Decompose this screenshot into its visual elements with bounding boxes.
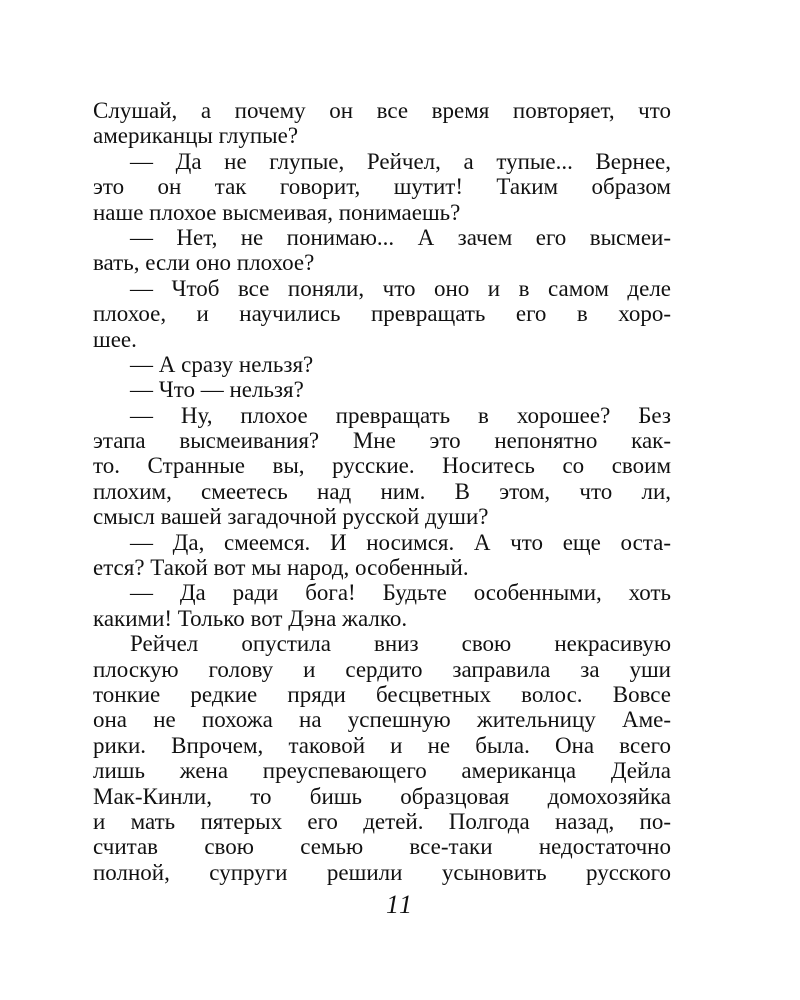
text-line: это он так говорит, шутит! Таким образом xyxy=(93,174,671,200)
text-line: плоскую голову и сердито заправила за уши xyxy=(93,656,671,682)
text-line: шее. xyxy=(93,326,137,352)
text-line: плохое, и научились превращать его в хоро- xyxy=(93,301,671,327)
text-line: и мать пятерых его детей. Полгода назад, по- xyxy=(93,808,671,834)
text-line: — Да ради бога! Будьте особенными, хоть xyxy=(130,580,671,606)
text-line: плохим, смеетесь над ним. В этом, что ли, xyxy=(93,478,671,504)
text-line: Мак-Кинли, то бишь образцовая домохозяйка xyxy=(93,783,671,809)
text-line: смысл вашей загадочной русской души? xyxy=(93,504,489,530)
page-number: 11 xyxy=(385,890,415,919)
text-line: наше плохое высмеивая, понимаешь? xyxy=(93,199,461,225)
text-line: — Чтоб все поняли, что оно и в самом деле xyxy=(130,275,671,301)
text-line: Слушай, а почему он все время повторяет, что xyxy=(93,98,671,123)
text-line: — Что — нельзя? xyxy=(130,377,304,403)
text-line: — А сразу нельзя? xyxy=(130,351,314,377)
text-line: ется? Такой вот мы народ, особенный. xyxy=(93,555,469,581)
text-line: этапа высмеивания? Мне это непонятно как- xyxy=(93,428,671,454)
text-line: какими! Только вот Дэна жалко. xyxy=(93,605,408,631)
text-line: лишь жена преуспевающего американца Дейла xyxy=(93,758,671,784)
text-line: тонкие редкие пряди бесцветных волос. Вовсе xyxy=(93,681,671,707)
text-line: — Да не глупые, Рейчел, а тупые... Вернее, xyxy=(130,148,671,174)
text-line: — Да, смеемся. И носимся. А что еще оста- xyxy=(130,529,671,555)
text-line: то. Странные вы, русские. Носитесь со своим xyxy=(93,453,671,479)
text-line: полной, супруги решили усыновить русского xyxy=(93,859,671,885)
text-line: Рейчел опустила вниз свою некрасивую xyxy=(130,631,671,657)
text-line: — Нет, не понимаю... А зачем его высмеи- xyxy=(130,224,671,250)
text-line: она не похожа на успешную жительницу Аме- xyxy=(93,707,671,733)
text-line: считав свою семью все-таки недостаточно xyxy=(93,834,671,860)
page-text xyxy=(93,98,671,885)
text-line: вать, если оно плохое? xyxy=(93,250,315,276)
text-line: — Ну, плохое превращать в хорошее? Без xyxy=(130,402,671,428)
text-line: американцы глупые? xyxy=(93,123,299,149)
text-line: рики. Впрочем, таковой и не была. Она всего xyxy=(93,732,671,758)
